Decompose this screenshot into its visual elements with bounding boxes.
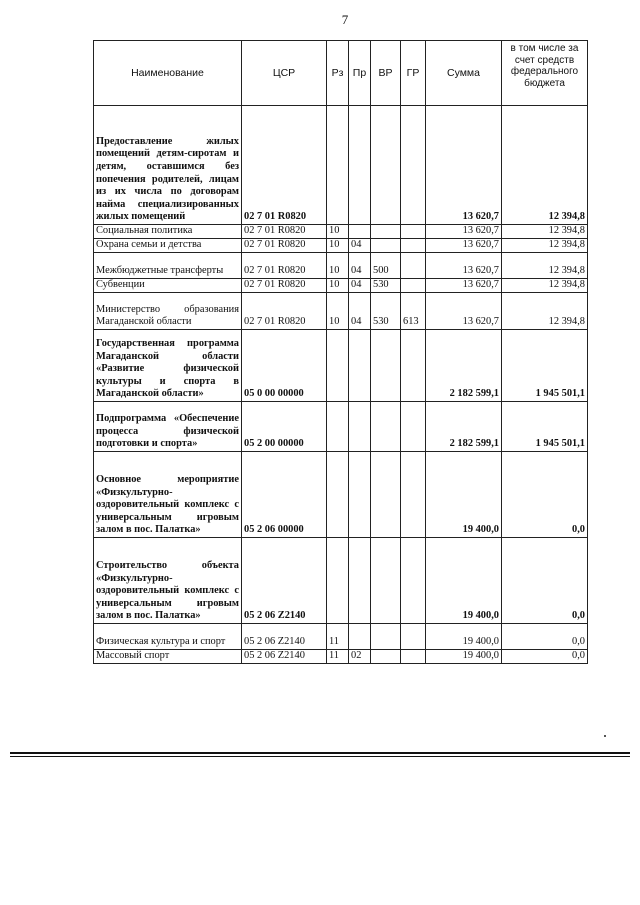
cell-vr xyxy=(371,624,401,650)
cell-gr xyxy=(401,650,426,664)
cell-gr xyxy=(401,239,426,253)
cell-fed: 1 945 501,1 xyxy=(502,330,588,402)
cell-rz xyxy=(327,538,349,624)
footer-rule-thick xyxy=(10,752,630,754)
cell-sum: 19 400,0 xyxy=(426,452,502,538)
cell-gr xyxy=(401,402,426,452)
cell-rz: 10 xyxy=(327,279,349,293)
table-row xyxy=(94,650,588,664)
cell-pr xyxy=(349,538,371,624)
page-number: 7 xyxy=(341,12,349,27)
table-row xyxy=(94,106,588,225)
table-row xyxy=(94,538,588,624)
cell-gr xyxy=(401,106,426,225)
cell-csr: 05 0 00 00000 xyxy=(242,330,327,402)
table-row xyxy=(94,330,588,402)
cell-csr: 02 7 01 R0820 xyxy=(242,293,327,330)
budget-table xyxy=(93,40,588,664)
scan-speck xyxy=(604,735,606,737)
cell-sum: 13 620,7 xyxy=(426,293,502,330)
table-row xyxy=(94,624,588,650)
cell-vr xyxy=(371,239,401,253)
cell-name: Строительство объекта «Физкультурно-оздоровительный комплекс с универсальным игровым залом в пос. Палатка» xyxy=(94,538,242,624)
cell-rz xyxy=(327,402,349,452)
cell-fed: 0,0 xyxy=(502,624,588,650)
cell-csr: 05 2 06 Z2140 xyxy=(242,624,327,650)
table-row xyxy=(94,402,588,452)
cell-vr xyxy=(371,106,401,225)
cell-gr xyxy=(401,279,426,293)
header-csr: ЦСР xyxy=(242,41,327,106)
cell-gr xyxy=(401,225,426,239)
cell-rz xyxy=(327,106,349,225)
cell-rz: 10 xyxy=(327,253,349,279)
cell-sum: 19 400,0 xyxy=(426,650,502,664)
header-name: Наименование xyxy=(94,41,242,106)
cell-rz: 11 xyxy=(327,650,349,664)
table-row xyxy=(94,293,588,330)
cell-name: Государственная программа Магаданской области «Развитие физической культуры и спорта в Магаданской области» xyxy=(94,330,242,402)
cell-sum: 2 182 599,1 xyxy=(426,330,502,402)
cell-sum: 13 620,7 xyxy=(426,279,502,293)
cell-sum: 19 400,0 xyxy=(426,538,502,624)
header-sum: Сумма xyxy=(426,41,502,106)
cell-gr xyxy=(401,624,426,650)
cell-pr: 04 xyxy=(349,279,371,293)
footer-rule-thin xyxy=(10,756,630,757)
cell-csr: 02 7 01 R0820 xyxy=(242,239,327,253)
header-gr: ГР xyxy=(401,41,426,106)
cell-fed: 0,0 xyxy=(502,452,588,538)
cell-pr: 04 xyxy=(349,239,371,253)
cell-csr: 05 2 06 00000 xyxy=(242,452,327,538)
cell-pr xyxy=(349,624,371,650)
cell-csr: 02 7 01 R0820 xyxy=(242,279,327,293)
table-row xyxy=(94,225,588,239)
cell-name: Социальная политика xyxy=(94,225,242,239)
cell-rz xyxy=(327,452,349,538)
cell-vr: 500 xyxy=(371,253,401,279)
cell-name: Массовый спорт xyxy=(94,650,242,664)
cell-csr: 05 2 06 Z2140 xyxy=(242,650,327,664)
cell-rz: 10 xyxy=(327,239,349,253)
cell-rz: 11 xyxy=(327,624,349,650)
cell-gr xyxy=(401,253,426,279)
cell-pr xyxy=(349,106,371,225)
cell-fed: 12 394,8 xyxy=(502,239,588,253)
cell-vr: 530 xyxy=(371,293,401,330)
cell-vr xyxy=(371,538,401,624)
cell-pr xyxy=(349,330,371,402)
cell-sum: 13 620,7 xyxy=(426,253,502,279)
cell-name: Физическая культура и спорт xyxy=(94,624,242,650)
cell-rz: 10 xyxy=(327,293,349,330)
cell-csr: 05 2 00 00000 xyxy=(242,402,327,452)
cell-pr xyxy=(349,225,371,239)
cell-fed: 0,0 xyxy=(502,650,588,664)
table-header-row xyxy=(94,41,588,106)
cell-fed: 12 394,8 xyxy=(502,293,588,330)
header-vr: ВР xyxy=(371,41,401,106)
cell-name: Предоставление жилых помещений детям-сиротам и детям, оставшимся без попечения родителей, лицам из их числа по договорам найма специализированных жилых помещений xyxy=(94,106,242,225)
table-row xyxy=(94,253,588,279)
cell-vr xyxy=(371,452,401,538)
cell-pr xyxy=(349,402,371,452)
cell-vr xyxy=(371,225,401,239)
cell-name: Подпрограмма «Обеспечение процесса физической подготовки и спорта» xyxy=(94,402,242,452)
cell-pr: 04 xyxy=(349,293,371,330)
cell-rz xyxy=(327,330,349,402)
cell-name: Межбюджетные трансферты xyxy=(94,253,242,279)
table-row xyxy=(94,279,588,293)
cell-fed: 12 394,8 xyxy=(502,279,588,293)
header-pr: Пр xyxy=(349,41,371,106)
cell-vr: 530 xyxy=(371,279,401,293)
header-federal: в том числе за счет средств федерального бюджета xyxy=(502,41,588,106)
cell-csr: 02 7 01 R0820 xyxy=(242,225,327,239)
cell-fed: 1 945 501,1 xyxy=(502,402,588,452)
cell-csr: 02 7 01 R0820 xyxy=(242,253,327,279)
cell-fed: 12 394,8 xyxy=(502,253,588,279)
cell-name: Субвенции xyxy=(94,279,242,293)
cell-vr xyxy=(371,330,401,402)
table-row xyxy=(94,452,588,538)
cell-vr xyxy=(371,402,401,452)
cell-name: Министерство образования Магаданской области xyxy=(94,293,242,330)
cell-gr xyxy=(401,538,426,624)
cell-sum: 13 620,7 xyxy=(426,225,502,239)
cell-pr: 04 xyxy=(349,253,371,279)
cell-sum: 2 182 599,1 xyxy=(426,402,502,452)
cell-gr: 613 xyxy=(401,293,426,330)
cell-csr: 02 7 01 R0820 xyxy=(242,106,327,225)
cell-fed: 0,0 xyxy=(502,538,588,624)
table-row xyxy=(94,239,588,253)
header-rz: Рз xyxy=(327,41,349,106)
cell-fed: 12 394,8 xyxy=(502,225,588,239)
cell-pr: 02 xyxy=(349,650,371,664)
cell-name: Охрана семьи и детства xyxy=(94,239,242,253)
cell-sum: 13 620,7 xyxy=(426,239,502,253)
cell-gr xyxy=(401,330,426,402)
cell-gr xyxy=(401,452,426,538)
cell-sum: 19 400,0 xyxy=(426,624,502,650)
cell-fed: 12 394,8 xyxy=(502,106,588,225)
cell-vr xyxy=(371,650,401,664)
cell-sum: 13 620,7 xyxy=(426,106,502,225)
cell-rz: 10 xyxy=(327,225,349,239)
cell-pr xyxy=(349,452,371,538)
cell-name: Основное мероприятие «Физкультурно-оздоровительный комплекс с универсальным игровым залом в пос. Палатка» xyxy=(94,452,242,538)
cell-csr: 05 2 06 Z2140 xyxy=(242,538,327,624)
